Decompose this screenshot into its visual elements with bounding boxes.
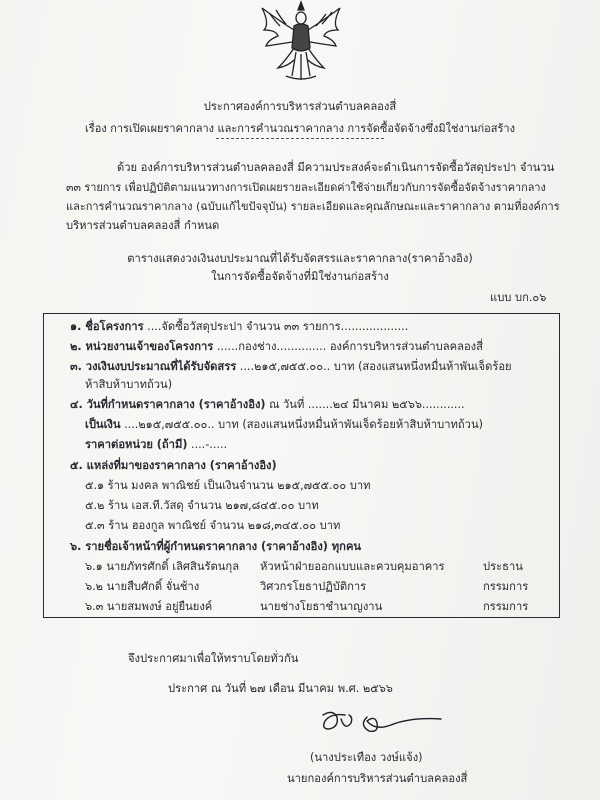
item-2 [70,340,483,354]
item-4-amount-label: เป็นเงิน [85,418,121,431]
item-5-2: ๕.๒ ร้าน เอส.ที.วัสดุ จำนวน ๒๑๗,๘๔๕.๐๐ บาท [85,499,319,512]
item-1 [70,320,408,334]
item-4-unit-price [85,438,227,452]
item-5-1: ๕.๑ ร้าน มงคล พาณิชย์ เป็นเงินจำนวน ๒๑๕,๗๕๕.๐๐ บาท [85,479,371,492]
announcement-date: ประกาศ ณ วันที่ ๒๗ เดือน มีนาคม พ.ศ. ๒๕๖๖ [168,682,393,695]
form-code: แบบ บก.๐๖ [490,291,547,304]
committee-role-3: กรรมการ [483,600,529,613]
item-3-label: ๓. วงเงินงบประมาณที่ได้รับจัดสรร [70,360,237,373]
item-4-value: ณ วันที่ .......๒๔ มีนาคม ๒๕๖๖............ [269,398,465,411]
committee-role-1: ประธาน [483,560,523,573]
intro-line-3: และการคำนวณราคากลาง (ฉบับแก้ไขปัจจุบัน) รายละเอียดและคุณลักษณะและราคากลาง ตามที่องค์การ [66,200,560,213]
item-2-label: ๒. หน่วยงานเจ้าของโครงการ [70,340,214,353]
garuda-emblem [256,0,346,82]
item-3-continuation: ห้าสิบห้าบาทถ้วน) [85,378,173,391]
committee-position-2: วิศวกรโยธาปฏิบัติการ [260,580,367,593]
signer-name: (นางประเทือง วงษ์แจ้ง) [310,751,423,764]
intro-line-4: บริหารส่วนตำบลคลองสี่ กำหนด [66,219,220,232]
item-5-3: ๕.๓ ร้าน ฮองกูล พาณิชย์ จำนวน ๒๑๘,๓๔๕.๐๐ บาท [85,519,341,532]
handwritten-signature [315,703,445,743]
closing-statement: จึงประกาศมาเพื่อให้ทราบโดยทั่วกัน [128,652,299,665]
announcement-subject: เรื่อง การเปิดเผยราคากลาง และการคำนวณราคากลาง การจัดซื้อจัดจ้างซึ่งมิใช่งานก่อสร้าง [85,122,515,135]
item-3 [70,360,512,374]
committee-role-2: กรรมการ [483,580,529,593]
item-2-value: ......กองช่าง.............. องค์การบริหารส่วนตำบลคลองสี่ [216,340,483,353]
item-4 [70,398,465,412]
signer-title: นายกองค์การบริหารส่วนตำบลคลองสี่ [287,772,468,785]
item-4-unit-value: ....-..... [191,438,228,451]
table-title-line-2: ในการจัดซื้อจัดจ้างที่มิใช่งานก่อสร้าง [211,270,389,283]
committee-name-2: ๖.๒ นายสืบศักดิ์ จั่นช้าง [85,580,200,593]
header-divider [216,138,384,139]
committee-name-1: ๖.๑ นายภัทรศักดิ์ เลิศสินรัตนกุล [85,560,240,573]
item-4-unit-label: ราคาต่อหน่วย (ถ้ามี) [85,438,188,451]
intro-line-1: ด้วย องค์การบริหารส่วนตำบลคลองสี่ มีความประสงค์จะดำเนินการจัดซื้อวัสดุประปา จำนวน [117,161,555,174]
table-title-line-1: ตารางแสดงวงเงินงบประมาณที่ได้รับจัดสรรและราคากลาง(ราคาอ้างอิง) [127,252,473,265]
item-4-amount [85,418,483,432]
item-1-label: ๑. ชื่อโครงการ [70,320,144,333]
item-3-value: ....๒๑๕,๗๕๕.๐๐.. บาท (สองแสนหนึ่งหมื่นห้าพันเจ็ดร้อย [239,360,512,373]
committee-position-1: หัวหน้าฝ่ายออกแบบและควบคุมอาคาร [260,560,445,573]
announcement-org: ประกาศองค์การบริหารส่วนตำบลคลองสี่ [203,100,397,113]
item-5-label: ๕. แหล่งที่มาของราคากลาง (ราคาอ้างอิง) [70,459,277,472]
intro-line-2: ๓๓ รายการ เพื่อปฏิบัติตามแนวทางการเปิดเผยรายละเอียดค่าใช้จ่ายเกี่ยวกับการจัดซื้อจัดจ้างราคากลาง [66,181,546,194]
committee-name-3: ๖.๓ นายสมพงษ์ อยู่ยืนยงค์ [85,600,213,613]
item-1-value: ....จัดซื้อวัสดุประปา จำนวน ๓๓ รายการ................... [147,320,409,333]
item-6-label: ๖. รายชื่อเจ้าหน้าที่ผู้กำหนดราคากลาง (ราคาอ้างอิง) ทุกคน [70,540,362,553]
committee-position-3: นายช่างโยธาชำนาญงาน [260,600,383,613]
item-4-amount-value: ....๒๑๕,๗๕๕.๐๐.. บาท (สองแสนหนึ่งหมื่นห้าพันเจ็ดร้อยห้าสิบห้าบาทถ้วน) [124,418,483,431]
item-4-label: ๔. วันที่กำหนดราคากลาง (ราคาอ้างอิง) [70,398,266,411]
